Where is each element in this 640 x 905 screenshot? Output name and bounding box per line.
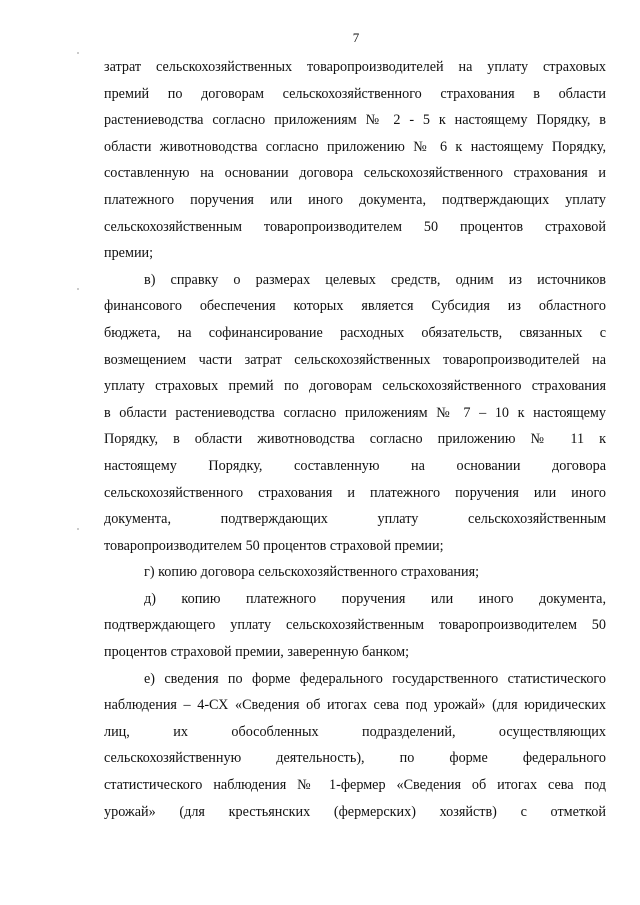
text-line: е) сведения по форме федерального государственного статистического	[144, 670, 606, 687]
text-line: платежного поручения или иного документа, подтверждающих уплату	[104, 191, 606, 208]
text-line: в области растениеводства согласно приложениям № 7 – 10 к настоящему	[104, 404, 606, 421]
text-line: статистического наблюдения № 1-фермер «Сведения об итогах сева под	[104, 777, 606, 794]
text-line: финансового обеспечения которых является Субсидия из областного	[104, 298, 606, 315]
text-line: сельскохозяйственного страхования и платежного поручения или иного	[104, 484, 606, 501]
text-line: процентов страховой премии, заверенную банком;	[104, 644, 410, 661]
text-line: области животноводства согласно приложению № 6 к настоящему Порядку,	[104, 138, 606, 155]
page-number: 7	[352, 30, 360, 45]
text-line: документа, подтверждающих уплату сельскохозяйственным	[104, 511, 606, 528]
text-line: премий по договорам сельскохозяйственного страхования в области	[104, 85, 606, 102]
text-line: наблюдения – 4-СХ «Сведения об итогах сева под урожай» (для юридических	[104, 697, 606, 714]
text-line: составленную на основании договора сельскохозяйственного страхования и	[104, 165, 606, 182]
text-line: растениеводства согласно приложениям № 2 - 5 к настоящему Порядку, в	[104, 112, 606, 129]
margin-mark	[77, 528, 79, 530]
text-line: настоящему Порядку, составленную на основании договора	[104, 457, 606, 474]
margin-mark	[77, 288, 79, 290]
text-line: д) копию платежного поручения или иного документа,	[144, 590, 606, 607]
text-line: лиц, их обособленных подразделений, осуществляющих	[104, 723, 606, 740]
text-line: бюджета, на софинансирование расходных обязательств, связанных с	[104, 324, 606, 341]
margin-mark	[77, 52, 79, 54]
text-line: сельскохозяйственным товаропроизводителем 50 процентов страховой	[104, 218, 606, 235]
text-line: товаропроизводителем 50 процентов страховой премии;	[104, 537, 444, 554]
text-line: подтверждающего уплату сельскохозяйственным товаропроизводителем 50	[104, 617, 606, 634]
document-body	[104, 54, 606, 825]
text-line: г) копию договора сельскохозяйственного страхования;	[144, 564, 480, 581]
text-line: премии;	[104, 245, 154, 262]
text-line: затрат сельскохозяйственных товаропроизводителей на уплату страховых	[104, 59, 606, 75]
text-line: уплату страховых премий по договорам сельскохозяйственного страхования	[104, 378, 606, 395]
text-line: сельскохозяйственную деятельность), по форме федерального	[104, 750, 606, 767]
text-line: возмещением части затрат сельскохозяйственных товаропроизводителей на	[104, 351, 606, 368]
text-line: в) справку о размерах целевых средств, одним из источников	[144, 271, 606, 288]
text-line: урожай» (для крестьянских (фермерских) хозяйств) с отметкой	[104, 803, 606, 820]
text-line: Порядку, в области животноводства согласно приложению № 11 к	[104, 431, 606, 448]
